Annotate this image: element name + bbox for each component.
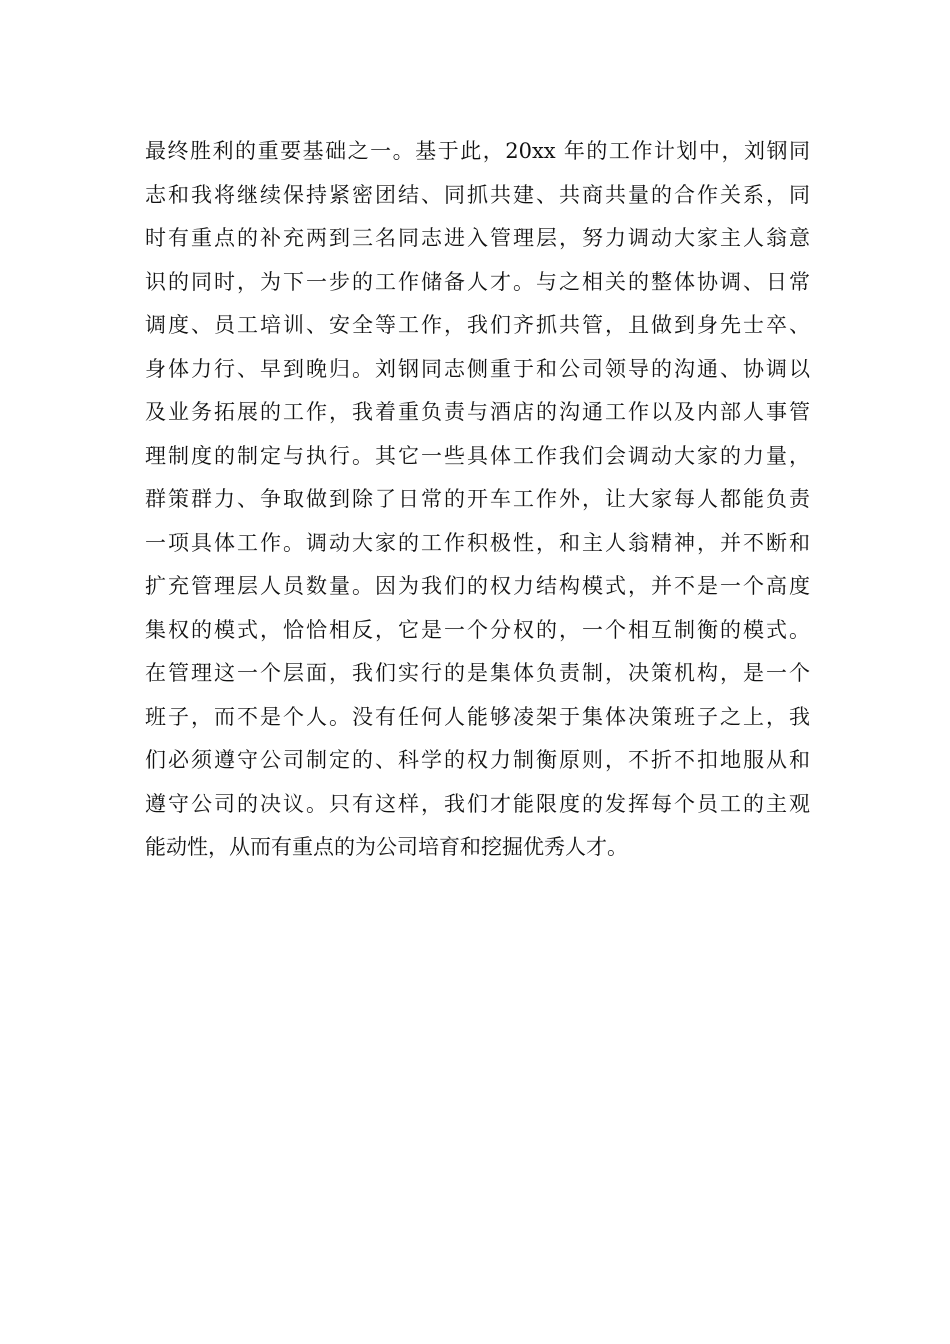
text-line: 身体力行、早到晚归。刘钢同志侧重于和公司领导的沟通、协调以 xyxy=(145,356,810,381)
text-line: 扩充管理层人员数量。因为我们的权力结构模式，并不是一个高度 xyxy=(145,574,810,598)
text-line: 识的同时，为下一步的工作储备人才。与之相关的整体协调、日常 xyxy=(145,269,810,294)
text-line: 遵守公司的决议。只有这样，我们才能限度的发挥每个员工的主观 xyxy=(145,791,810,816)
text-line: 们必须遵守公司制定的、科学的权力制衡原则，不折不扣地服从和 xyxy=(145,748,810,772)
text-line: 一项具体工作。调动大家的工作积极性，和主人翁精神，并不断和 xyxy=(145,530,810,555)
text-line-last: 能动性，从而有重点的为公司培育和挖掘优秀人才。 xyxy=(145,835,628,859)
text-line: 及业务拓展的工作，我着重负责与酒店的沟通工作以及内部人事管 xyxy=(145,400,810,424)
body-paragraph xyxy=(145,130,810,870)
text-line: 时有重点的补充两到三名同志进入管理层，努力调动大家主人翁意 xyxy=(145,226,810,250)
text-line: 理制度的制定与执行。其它一些具体工作我们会调动大家的力量， xyxy=(145,443,810,468)
text-line: 在管理这一个层面，我们实行的是集体负责制，决策机构，是一个 xyxy=(145,661,810,685)
text-line: 调度、员工培训、安全等工作，我们齐抓共管，且做到身先士卒、 xyxy=(145,313,810,337)
text-line: 集权的模式，恰恰相反，它是一个分权的，一个相互制衡的模式。 xyxy=(145,617,810,642)
text-line: 班子，而不是个人。没有任何人能够凌架于集体决策班子之上，我 xyxy=(145,704,810,729)
text-line: 最终胜利的重要基础之一。基于此，20xx 年的工作计划中，刘钢同 xyxy=(145,139,810,163)
text-line: 志和我将继续保持紧密团结、同抓共建、共商共量的合作关系，同 xyxy=(145,182,810,207)
text-line: 群策群力、争取做到除了日常的开车工作外，让大家每人都能负责 xyxy=(145,487,810,511)
